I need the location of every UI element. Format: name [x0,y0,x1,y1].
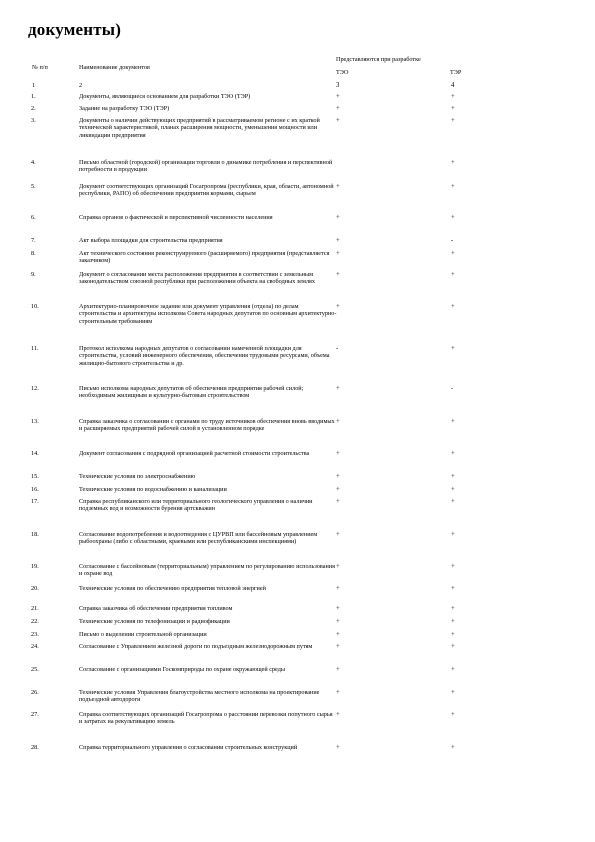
row-document-name: Справка территориального управления о согласовании строительных конструкций [79,744,298,751]
row-number: 16. [31,486,39,493]
row-tso-mark: + [336,214,340,221]
row-tep-mark: + [451,450,455,457]
row-number: 2. [31,105,36,112]
row-number: 24. [31,643,39,650]
row-tep-mark: + [451,214,455,221]
page-title: документы) [28,20,122,39]
row-document-name: Технические условия Управления благоустройства местного исполкома на проектирование подъездной автодороги [79,689,320,704]
row-document-name: Письмо о выделении строительной организации [79,631,207,638]
row-tep-mark: + [451,183,455,190]
row-document-name: Документы о наличии действующих предприятий в рассматриваемом регионе с их краткой технической характеристикой, планах расширения мощности, уменьшения мощности или ликвидации предприятия [79,117,320,139]
row-number: 9. [31,271,36,278]
row-document-name: Задание на разработку ТЭО (ТЭР) [79,105,170,112]
row-tso-mark: + [336,486,340,493]
row-tso-mark: + [336,605,340,612]
row-tep-mark: + [451,117,455,124]
row-document-name: Документ соответствующих организаций Госагропрома (республики, края, области, автономной республики, РАПО) об обеспечении предприятия кормами, сырьем [79,183,334,198]
row-number: 22. [31,618,39,625]
row-tep-mark: + [451,711,455,718]
row-document-name: Документы, являющиеся основанием для разработки ТЭО (ТЭР) [79,93,251,100]
row-number: 17. [31,498,39,505]
row-tso-mark: - [336,345,339,352]
row-document-name: Письмо исполкома народных депутатов об обеспечении предприятия рабочей силой; необходимым жилищным и культурно-бытовым строительством [79,385,304,400]
row-tso-mark: + [336,689,340,696]
row-document-name: Протокол исполкома народных депутатов о согласовании намеченной площадки для строительства, условий инженерного обеспечения, обеспечения трудовыми ресурсами, объема жилищно-бытового строительства и др. [79,345,330,367]
row-tso-mark: + [336,618,340,625]
row-document-name: Технические условия по обеспечению предприятия тепловой энергией [79,585,266,592]
row-tep-mark: - [451,237,454,244]
row-document-name: Документ согласования с подрядной организацией расчетной стоимости строительства [79,450,310,457]
row-tep-mark: 4 [451,82,455,89]
row-number: 26. [31,689,39,696]
row-document-name: Справка соответствующих организаций Госагропрома о расстоянии перевозки попутного сырья и затратах на рекультивацию земель [79,711,333,726]
row-tso-mark: + [336,385,340,392]
row-tso-mark: + [336,498,340,505]
row-document-name: Справка заказчика об обеспечении предприятия топливом [79,605,233,612]
row-tep-mark: + [451,618,455,625]
row-tso-mark: + [336,250,340,257]
row-tep-mark: + [451,303,455,310]
row-tep-mark: + [451,666,455,673]
row-document-name: Акт выбора площадки для строительства предприятия [79,237,223,244]
row-tso-mark: + [336,643,340,650]
row-number: 12. [31,385,39,392]
row-tso-mark: + [336,237,340,244]
row-tso-mark: + [336,473,340,480]
row-tso-mark: + [336,271,340,278]
row-document-name: Технические условия по электроснабжению [79,473,196,480]
row-tso-mark: + [336,744,340,751]
row-number: 23. [31,631,39,638]
row-tso-mark: + [336,631,340,638]
row-number: 27. [31,711,39,718]
row-document-name: Документ о согласовании места расположения предприятия в соответствии с земельным законодательством союзной республики при расположении объекта на свободных землях [79,271,315,286]
row-document-name: Технические условия по водоснабжению и канализации [79,486,227,493]
row-document-name: 2 [79,82,83,89]
header-number: № п/п [32,64,48,71]
row-number: 10. [31,303,39,310]
row-tep-mark: + [451,473,455,480]
row-tep-mark: + [451,563,455,570]
row-tep-mark: + [451,418,455,425]
row-tep-mark: + [451,744,455,751]
row-tso-mark: + [336,585,340,592]
row-number: 6. [31,214,36,221]
row-tep-mark: + [451,105,455,112]
row-document-name: Письмо областной (городской) организации торговли о динамике потребления и перспективной потребности в продукции [79,159,333,174]
row-number: 8. [31,250,36,257]
row-number: 4. [31,159,36,166]
row-number: 5. [31,183,36,190]
row-number: 1. [31,93,36,100]
row-tep-mark: + [451,643,455,650]
row-number: 14. [31,450,39,457]
row-tep-mark: + [451,498,455,505]
row-number: 25. [31,666,39,673]
row-tso-mark: + [336,418,340,425]
header-presented: Представляются при разработке [336,56,421,63]
row-document-name: Согласование с Управлением железной дороги по подъездным железнодорожным путям [79,643,313,650]
row-tso-mark: + [336,105,340,112]
row-tep-mark: + [451,486,455,493]
row-tep-mark: + [451,605,455,612]
row-number: 7. [31,237,36,244]
row-number: 28. [31,744,39,751]
row-document-name: Справка органов о фактической и перспективной численности населения [79,214,273,221]
row-tep-mark: + [451,585,455,592]
row-tep-mark: + [451,689,455,696]
row-number: 11. [31,345,39,352]
row-tep-mark: + [451,93,455,100]
row-number: 20. [31,585,39,592]
row-tso-mark: + [336,183,340,190]
header-tep: ТЭР [450,69,462,76]
row-number: 15. [31,473,39,480]
row-number: 19. [31,563,39,570]
row-document-name: Справка заказчика о согласовании с органами по труду источников обеспечения вновь вводимых и расширяемых предприятий рабочей силой в установленном порядке [79,418,335,433]
row-document-name: Акт технического состояния реконструируемого (расширяемого) предприятия (представляется заказчиком) [79,250,330,265]
row-tep-mark: + [451,345,455,352]
header-tso: ТЭО [336,69,349,76]
row-number: 1 [32,82,36,89]
row-document-name: Архитектурно-планировочное задание или документ управления (отдела) по делам строительства и архитектуры исполкома Совета народных депутатов по основным архитектурно-строительным требованиям [79,303,337,325]
row-number: 13. [31,418,39,425]
header-name: Наименование документов [79,64,150,71]
row-number: 21. [31,605,39,612]
row-tso-mark: + [336,117,340,124]
row-tep-mark: + [451,250,455,257]
row-document-name: Согласование с бассейновым (территориальным) управлением по регулированию использования и охране вод [79,563,335,578]
row-tep-mark: - [451,385,454,392]
row-tso-mark: + [336,666,340,673]
row-tso-mark: + [336,450,340,457]
row-tso-mark: + [336,303,340,310]
row-tep-mark: + [451,631,455,638]
row-document-name: Технические условия по телефонизации и радиофикации [79,618,230,625]
row-document-name: Согласование с организациями Госкомприроды по охране окружающей среды [79,666,286,673]
row-number: 18. [31,531,39,538]
row-tep-mark: + [451,531,455,538]
row-document-name: Согласование водопотребления и водоотведения с ЦУРВП или бассейновым управлением рыбоохраны (либо с областными, краевыми или республиканскими инспекциями) [79,531,318,546]
row-tep-mark: + [451,159,455,166]
row-tso-mark: 3 [336,82,340,89]
row-tso-mark: + [336,711,340,718]
row-tso-mark: + [336,531,340,538]
row-tso-mark: + [336,93,340,100]
row-tso-mark: + [336,563,340,570]
row-tep-mark: + [451,271,455,278]
row-number: 3. [31,117,36,124]
row-document-name: Справка республиканского или территориального геологического управления о наличии подземных вод и возможности бурения артскважин [79,498,313,513]
